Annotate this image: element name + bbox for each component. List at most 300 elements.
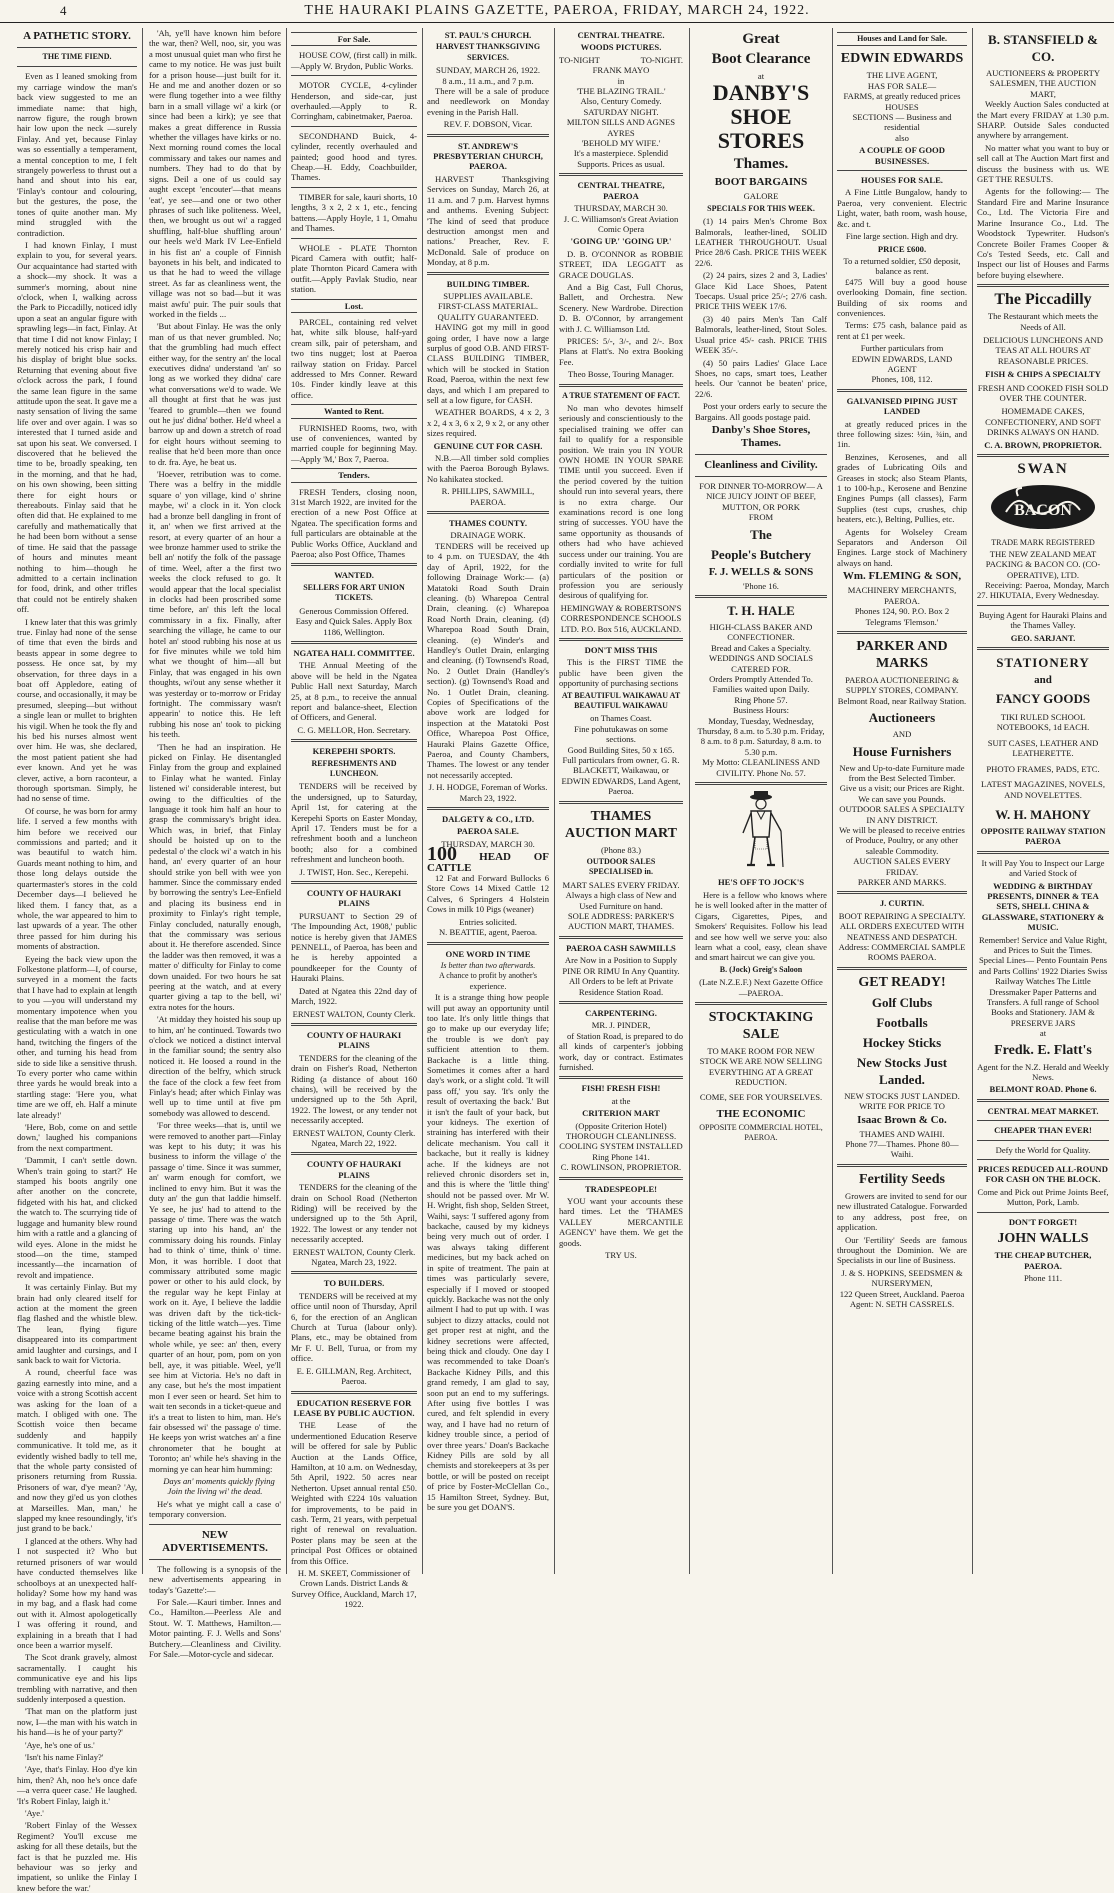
fertility-address: 122 Queen Street, Auckland. Paeroa Agent: N. SETH CASSRELS. [839, 1288, 965, 1309]
ngatea-head: NGATEA HALL COMMITTEE. [293, 647, 415, 658]
edwin-edwards-name: EDWIN EDWARDS [840, 51, 964, 67]
dont-miss-line: Fine pohutukawas on some sections. [574, 723, 668, 745]
column-1-pathetic-story [14, 28, 140, 1893]
divider [291, 1023, 417, 1026]
sawmills-line: All Orders to be left at Private Residence Station Road. [568, 976, 674, 997]
piccadilly-line: The Restaurant which meets the Needs of All. [987, 311, 1099, 332]
dinner-text: FOR DINNER TO-MORROW— A NICE JUICY JOINT OF BEEF, MUTTON, OR PORK [699, 480, 823, 512]
tender-notice: FRESH Tenders, closing noon, 31st March 1922, are invited for the erection of a new Post Office at Ngatea. The specification forms and full particulars are obtainable at the Public Works Office, Auckland and Paeroa; also Post Office, Thames [291, 486, 417, 560]
county-signature: ERNEST WALTON, County Clerk. Ngatea, March 23, 1922. [292, 1246, 416, 1268]
stocktaking-head: STOCKTAKING SALE [708, 1009, 814, 1042]
theatre-paeroa-cast: D. B. O'CONNOR as ROBBIE STREET, IDA LEGGATT as GRACE DOUGLAS. [559, 248, 683, 280]
specials-head: SPECIALS FOR THIS WEEK. [707, 203, 815, 213]
galvanised-body: Benzines, Kerosenes, and all grades of Lubricating Oils and Greases in stock; also Steam Plants, 1 to 100-h.p., Kerosene and Benzine Engines Pumps (all classes), Farm Supplies (test cups, crushes, chip heaters, etc.), Belting, Pullies, etc. [837, 451, 967, 525]
divider [977, 1212, 1109, 1213]
dont-forget-text: DON'T FORGET! [1008, 1216, 1078, 1227]
section-head-lost: Lost. [291, 299, 417, 313]
kerepehi-sub: REFRESHMENTS AND LUNCHEON. [311, 758, 397, 778]
column-rule [422, 28, 423, 1574]
divider [559, 1177, 683, 1180]
county-head: COUNTY OF HAURAKI PLAINS [306, 1029, 402, 1051]
dalgety-number: 100 [427, 843, 457, 866]
auction-mart-line: OUTDOOR SALES SPECIALISED in. [586, 857, 656, 877]
hale-line: Ring Phone 57. [734, 694, 788, 705]
classified-ad: SECONDHAND Buick, 4-cylinder, recently overhauled and painted; good hood and tyres. Cheap.—H. Eddy, Coachbuilder, Thames. [291, 130, 417, 183]
article-paragraph: Even as I leaned smoking from my carriage window the man's back view suggested to me an immediate name: that high, narrow figure, the rough brown hair low upon the neck —surely Finlay. And yet, because Finlay was so essentially a temperament, a mental conception to me, I felt strangely powerless to thrust out a hand and shout into his ear, 'Finlay's contour and colouring, but the gestures, the pose, the tones of quite another man. My mind struggled with the contradiction. [17, 71, 137, 238]
timber-notice: WEATHER BOARDS, 4 x 2, 3 x 2, 4 x 3, 6 x 2, 9 x 2, or any other sizes required. [427, 407, 549, 439]
kerepehi-head: KEREPEHI SPORTS. [312, 746, 396, 757]
great-text: Great [742, 31, 780, 47]
county-signature: ERNEST WALTON, County Clerk. [292, 1008, 416, 1019]
article-paragraph: A round, cheerful face was gazing earnestly into mine, and a voice with a strong Scottish accent was asking for the loan of a match. I obliged with one. The Scottish voice then became suddenly and happily communicative. It told me, as it evidently wished badly to tell me, that the whole party consisted of prisoners returning from Russia. Prisoners of war, d'ye mean? 'Ay, and now they gi'ed us yon clothes at Marseilles. Man, man,' he slapped my knee resoundingly, 'it's just grand to be back.' [17, 1367, 137, 1534]
fleming-name: Wm. FLEMING & SON, [842, 570, 962, 583]
classified-ad: HOUSE COW, (first call) in milk.—Apply W. Brydon, Public Works. [291, 50, 417, 71]
classified-ad: WHOLE - PLATE Thornton Picard Camera with outfit; half-plate Thornton Picard Camera with outfit.—Apply Pavlak Studio, near station. [291, 242, 417, 295]
the-text: The [750, 526, 772, 542]
galore-text: GALORE [743, 191, 779, 202]
nz-meat-name: THE NEW ZEALAND MEAT PACKING & BACON CO. (CO-OPERATIVE), LTD. [985, 548, 1101, 580]
new-ads-intro: The following is a synopsis of the new advertisements appearing in today's 'Gazette':— [149, 1563, 281, 1595]
stocktaking-see: COME, SEE FOR YOURSELVES. [699, 1091, 823, 1102]
column-4-notices [424, 28, 552, 1574]
article-paragraph: 'But about Finlay. He was the only man of us that never grumbled. No; that the grumbling had much effect either way, for the sentry an' the local executives didna' understand 'an' so long as we worked they didna' care what conversations we'd to wade. We all thought at first that he was just 'feared to grumble—then we found out he jus' didna' bother. He'd wheel a barrow up and down a stretch of road for eight hours without seeming to realise that he'd been more than once to dr. fra. Aye, he beat us. [149, 321, 281, 467]
theatre-film: 'BEHOLD MY WIFE.' [581, 138, 661, 149]
piccadilly-signature: C. A. BROWN, PROPRIETOR. [984, 439, 1102, 450]
article-paragraph: 'That man on the platform just now, I—the man with his watch in his hand—is he of your party?' [17, 1706, 137, 1738]
section-head-for-sale: For Sale. [291, 32, 417, 46]
column-rule [554, 28, 555, 1574]
article-paragraph: 'Aye, he's one of us.' [25, 1739, 95, 1750]
dalgety-list: 12 Fat and Forward Bullocks 6 Store Cows 14 Mixed Cattle 12 Calves, 6 Springers 4 Holstein Cows in milk 10 Pigs (weaner) [427, 873, 549, 915]
fish-opposite: (Opposite Criterion Hotel) [575, 1120, 667, 1131]
flatt-line: Special Lines— Pento Fountain Pens and Parts Collins' 1922 Diaries Swiss Railway Watches The Little Dressmaker Paper Patterns and Transfers. A full range of School Books and Stationery. JAM & PRESERVE JARS [978, 955, 1108, 1028]
classified-ad: MOTOR CYCLE, 4-cylinder Henderson, and side-car, just overhauled.—Apply to R. Corringham, cabinetmaker, Paeroa. [291, 80, 417, 122]
article-paragraph: The Scot drank gravely, almost sacramentally. I caught his communicative eye and his lips trembling with narrative, and then suddenly interposed a question. [17, 1652, 137, 1704]
new-ads-list: For Sale.—Kauri timber. Innes and Co., Hamilton.—Peerless Ale and Stout. W. T. Matthews, Hamilton.—Motor painting. F. J. Wells and Sons' Butchery.—Cleanliness and Civility. For Sale.—Motor-cycle and sidecar. [149, 1596, 281, 1659]
article-paragraph: 'Robert Finlay of the Wessex Regiment? You'll excuse me asking for all these details, but the fact is that he puzzled me. His behaviour was so jerky and impatient, so unlike the Finlay I knew before the war.' [17, 1820, 137, 1893]
st-andrews-notice: HARVEST Thanksgiving Services on Sunday, March 26, at 11 a.m. and 7 p.m. Harvest hymns and anthems. Evening Subject: 'The kind of seed that produce destruction amongst men and nations.' Preacher, Rev. F. McDonald. Sale of produce on Monday, at 8 p.m. [427, 173, 549, 268]
ee-line: THE LIVE AGENT, [866, 70, 938, 81]
stansfield-body: No matter what you want to buy or sell call at The Auction Mart first and discuss the business with us. WE GET THE RESULTS. [977, 142, 1109, 185]
timber-notice: HAVING got my mill in good going order, I have now a large surplus of good O.B. AND FIRST-CLASS BUILDING TIMBER, which will be stocked in Station Road, Paeroa, within the next few days, and which I am prepared to sell at a low figure, for CASH. [427, 322, 549, 405]
hale-line: Business Hours: [732, 705, 790, 716]
tradespeople-head: TRADESPEOPLE! [584, 1183, 658, 1194]
one-word-kicker: A chance to profit by another's experience. [438, 971, 538, 991]
hale-line: My Motto: CLEANLINESS AND CIVILITY. Phone No. 57. [702, 757, 820, 778]
house-listing: A Fine Little Bungalow, handy to Paeroa, very convenient. Electric Light, water, bath room, wash house, &c. and t. [837, 187, 967, 229]
divider [977, 454, 1109, 457]
divider [291, 563, 417, 566]
column-2-story-continued [146, 28, 284, 1659]
article-paragraph: 'Then he had an inspiration. He picked on Finlay. He disentangled Finlay from the group and explained to Finlay what he wanted. Finlay listened wi' considerable interest, but owing to the difficulties of the language it took him half an hour to grasp the commissary's bright idea. Which was, in brief, that Finlay should be hoisted up on to the pedestal o' the clock wi' a watch in his hand, an' every quarter of an hour should strike yon bell with wee yon hammer. Since the commissary ended by borrowing the sentry's Lee-Enfield and placing its business end in proximity to Finlay's right temple, Finlay concluded, naturally enough, that the commissary was serious about it. He therefore ascended. Since the ladder was then removed, it was a matter o' difficulty for Finlay to come down unaided. For two hours he sat peering at the watch, and at every quarter giving a tap to the bell, wi' extra notes for the hours. [149, 741, 281, 1012]
education-notice: THE Lease of the undermentioned Education Reserve will be offered for sale by Public Auction at the Lands Office, Hamilton, at 10 a.m. on Wednesday, 5th April, 1922. 50 acres near Netherton. Upset annual rental £50. Weighted with £224 10s valuation for improvements, to be paid in cash. Term, 21 years, with perpetual right of renewal on revaluation. Poster plans may be seen at the principal Post Offices or obtained from this Office. [291, 1420, 417, 1566]
article-paragraph: 'Dammit, I can't settle down. When's train going to start?' He stamped his boots angrily one after another on the concrete, fidgeted with his hat, and clicked the watch to. The scurrying tide of luggage and humanity blew round him with a rattle and a glancing of wild eyes. Alone in the midst he stood—on the time, stamped incessantly—the incarnation of revolt and impatience. [17, 1155, 137, 1280]
column-8-merchants [974, 28, 1112, 1574]
article-paragraph: 'At midday they hoisted his soup up to him, an' he continued. Towards two o'clock we noticed a distinct interval in the familiar sound; the sentry also noticed it. He loosed a round in the direction of the belfry, which struck the face of the clock a few feet from Finlay's head; after which Finlay was well up to time until at five pm somebody was allowed to descend. [149, 1014, 281, 1118]
wanted-line: Generous Commission Offered. Easy and Quick Sales. Apply Box 1186, Wellington. [295, 605, 413, 637]
hale-name: T. H. HALE [727, 602, 795, 618]
curtin-name: J. CURTIN. [879, 898, 925, 909]
dalgety-sub: PAEROA SALE. [457, 826, 519, 837]
theatre-also: Also, Century Comedy. [580, 96, 662, 107]
house-listing: Further particulars from [860, 343, 944, 354]
article-paragraph: 'Ah, ye'll have known him before the war, then? Well, noo, sir, you was a most unusual quiet man who first he came to my notice. He was just built for a prison house—just built for it. He and me and another dozen or so were flung together into a wee filthy barn in a small village wi' a kirk (or since had been a kirk); ye see that makes a great difference in Russia whether the villages have kirks or no. Next morning round comes the local commissary and takes our names and numbers. They had to do that by signs. Deil a one of us could say aught except 'encouter'—that means 'eat', ye see—and one or two other phrases of such like politeness. Weel, then, we brought us out wi' a ragged shuffling, half-blue shuffling aroun' our heels we'd Mark IV Lee-Enfield in his fist an' a couple of Finnish bayonets in his belt, and indicated to us that he had to weed the village street. As far as cleanliness went, the village was not so bad—but it was maist awfu' puir. The puir souls that worked in the fields ... [149, 28, 281, 319]
cleanliness-text: Cleanliness and Civility. [704, 458, 818, 471]
house-price: PRICE £600. [877, 243, 927, 254]
hale-line: Orders Promptly Attended To. [709, 674, 813, 684]
theatre-paeroa-title: 'GOING UP.' 'GOING UP.' [570, 236, 672, 247]
divider [695, 476, 827, 477]
divider [977, 1159, 1109, 1160]
pm-and: AND [892, 729, 912, 740]
wanted-line: SELLERS FOR ART UNION TICKETS. [303, 582, 405, 603]
stansfield-sub: AUCTIONEERS & PROPERTY SALESMEN, THE AUCTION MART, [985, 68, 1101, 99]
true-statement-head: A TRUE STATEMENT OF FACT. [562, 390, 680, 400]
theatre-paeroa-head: CENTRAL THEATRE, PAEROA [577, 180, 665, 201]
divider [559, 638, 683, 641]
theatre-tonight-row [559, 55, 683, 65]
column-7-agents [834, 28, 970, 1574]
houses-land-head: Houses and Land for Sale. [837, 32, 967, 46]
dalgety-big: HEAD OF CATTLE [427, 851, 549, 874]
divider [427, 807, 549, 810]
theatre-paeroa-prices: PRICES: 5/-, 3/-, and 2/-. Box Plans at Flatt's. No extra Booking Fee. [559, 335, 683, 367]
ee-line: SECTIONS — Business and residential [852, 112, 952, 133]
divider [17, 66, 137, 67]
stansfield-body: Agents for the following:— The Standard Fire and Marine Insurance Co., Ltd. The Victoria Fire and Marine Insurance Co., Ltd. The Woodstock Typewriter. Hudson's Concrete Boiler Frames Cooper & Co's Tested Seeds, etc. Call and Inspect our list of Houses and Farms before buying elsewhere. [977, 186, 1109, 280]
auction-mart-line: MART SALES EVERY FRIDAY. Always a high class of New and Used Furniture on hand. [562, 879, 680, 911]
auction-mart-phone: (Phone 83.) [600, 844, 642, 855]
swan-text: SWAN [1017, 461, 1069, 477]
column-rule [689, 28, 690, 1574]
kerepehi-signature: J. TWIST, Hon. Sec., Kerepehi. [299, 866, 409, 877]
divider [977, 851, 1109, 854]
fertility-signature: J. & S. HOPKINS, SEEDSMEN & NURSERYMEN, [841, 1267, 963, 1289]
county-date: Dated at Ngatea this 22nd day of March, 1922. [291, 985, 417, 1007]
parker-marks-name: PARKER AND MARKS [856, 638, 948, 671]
column-rule [286, 28, 287, 1574]
dont-miss-coast: on Thames Coast. [590, 713, 652, 724]
get-ready-text: GET READY! [858, 974, 946, 990]
wells-and-sons-text: F. J. WELLS & SONS [708, 565, 814, 578]
st-pauls-date: SUNDAY, MARCH 26, 1922. [435, 65, 541, 76]
pm-line: New and Up-to-date Furniture made from the Best Selected Timber. [839, 762, 965, 783]
st-andrews-head: ST. ANDREW'S PRESBYTERIAN CHURCH, PAEROA. [433, 140, 543, 172]
receiving-text: Receiving: Paeroa, Monday, March 27. HIKUTAIA, Every Wednesday. [977, 580, 1109, 601]
meat-market-line: CHEAPER THAN EVER! [994, 1125, 1092, 1136]
st-pauls-times: 8 a.m., 11 a.m., and 7 p.m. [442, 75, 534, 86]
house-listing: Fine large section. High and dry. [845, 231, 959, 242]
article-paragraph: 'Isn't his name Finlay?' [25, 1752, 104, 1762]
dont-miss-line: Full particulars from owner, G. R. BLACKETT, Waikawau, or EDWIN EDWARDS, Land Agent, Paeroa. [561, 755, 681, 797]
dalgety-head: DALGETY & CO., LTD. [441, 814, 534, 825]
fish-signature: C. ROWLINSON, PROPRIETOR. [560, 1162, 682, 1173]
peoples-butchery-text: People's Butchery [710, 546, 811, 562]
divider [291, 1391, 417, 1394]
fertility-body: Our 'Fertility' Seeds are famous throughout the Dominion. We are Specialists in our line of Business. [837, 1234, 967, 1266]
economic-name: THE ECONOMIC [716, 1107, 806, 1120]
dalgety-date: THURSDAY, MARCH 30. [441, 838, 535, 849]
thames-county-head: THAMES COUNTY. [449, 518, 527, 529]
theatre-paeroa-signature: Theo Bosse, Touring Manager. [568, 369, 674, 380]
meat-market-line: Come and Pick out Prime Joints Beef, Mutton, Pork, Lamb. [977, 1186, 1109, 1208]
bacon-text: BACON [1014, 502, 1072, 520]
builders-head: TO BUILDERS. [323, 1278, 385, 1289]
trade-mark-text: TRADE MARK REGISTERED [991, 538, 1095, 548]
wells-phone: 'Phone 16. [743, 580, 779, 591]
section-head-tenders: Tenders. [291, 468, 417, 482]
jocks-body: Here is a fellow who knows where he is well looked after in the matter of Cigars, Cigarettes, Pipes, and Smokers' Requisites. Follow his lead and see how well we serve you: also learn what a cool, easy, clean shave and smart haircut we can give you. [695, 889, 827, 963]
flatt-at: at [1039, 1028, 1047, 1039]
isaac-brown-sub: THAMES AND WAIHI. [859, 1128, 945, 1139]
write-for-price: WRITE FOR PRICE TO [859, 1101, 945, 1112]
builders-signature: E. E. GILLMAN, Reg. Architect, Paeroa. [296, 1365, 412, 1387]
column-3-classifieds [288, 28, 420, 1610]
pm-line: OUTDOOR SALES A SPECIALTY IN ANY DISTRICT. [839, 804, 965, 825]
divider [695, 1002, 827, 1005]
divider [837, 631, 967, 634]
flatt-line: It will Pay You to Inspect our Large and Varied Stock of [981, 857, 1105, 879]
column-rule [972, 28, 973, 1574]
timber-signature: R. PHILLIPS, SAWMILL, PAEROA. [441, 486, 535, 507]
divider [695, 454, 827, 455]
piccadilly-line: FISH & CHIPS A SPECIALTY [985, 369, 1101, 380]
education-head: EDUCATION RESERVE FOR LEASE BY PUBLIC AUCTION. [293, 1397, 415, 1418]
ee-line: also [895, 132, 909, 143]
dont-miss-location: AT BEAUTIFUL WAIKAWAU AT BEAUTIFUL WAIKAWAU [561, 690, 681, 710]
house-furnishers-text: House Furnishers [852, 743, 952, 759]
piccadilly-line: FRESH AND COOKED FISH SOLD OVER THE COUNTER. [977, 382, 1109, 403]
flatt-line: WEDDING & BIRTHDAY PRESENTS, DINNER & TEA SETS, SHELL CHINA & GLASSWARE, STATIONERY & MUSIC. [981, 880, 1105, 933]
ee-line: HOUSES [885, 101, 919, 112]
true-statement-signature: HEMINGWAY & ROBERTSON'S CORRESPONDENCE SCHOOLS LTD. P.O. Box 516, AUCKLAND. [560, 602, 682, 634]
stationery-line: SUIT CASES, LEATHER AND LEATHERETTE. [987, 737, 1099, 759]
hale-line: WEDDINGS AND SOCIALS CATERED FOR. [708, 653, 814, 674]
dalgety-entries: Entries solicited. [459, 916, 517, 927]
divider [17, 47, 137, 48]
article-paragraph: 'Aye.' [25, 1808, 44, 1819]
st-pauls-head: ST. PAUL'S CHURCH. [444, 30, 532, 40]
article-paragraph: I had known Finlay, I must explain to you, for several years. Our acquaintance had started with a shock—my shock. It was a summer's morning, about nine o'clock, when I, walking across the Park to Piccadilly, noticed idly upon a seat an angular figure with sprawling legs—in fact, Finlay. At that time I did not know Finlay; I merely noticed his crisp hair and his display of bright blue socks. Returning that evening about five o'clock across the park, I found the same lean figure in the same attitude upon the seat. It gave me a nasty sensation of living the same life over and over again. I was so interested that I turned aside and sat upon his seat. We conversed. I discovered that he believed the time to be, broadly speaking, ten in the morning, and that he had, on his own showing, been sitting there for eight hours or thereabouts. Finlay said that he often did that. He explained to me carefully and mathematically that he had been born without a sense of time. He said that the passage of hours and minutes meant nothing to him—though he admitted to a certain inclination for food, drink, and other trifles that could not be entirely shaken off. [17, 239, 137, 615]
dalgety-signature: N. BEATTIE, agent, Paeroa. [438, 927, 538, 938]
one-word-head: ONE WORD IN TIME [445, 948, 531, 959]
divider [977, 1140, 1109, 1141]
divider [291, 187, 417, 188]
hale-line: HIGH-CLASS BAKER AND CONFECTIONER. [709, 621, 813, 643]
article-paragraph: 'Aye, that's Finlay. Hoo d'ye kin him, then? Ah, noo he's once dafe —a verra queer case.' He laughed. 'It's Robert Finlay, laigh it.' [17, 1764, 137, 1806]
economic-sub: OPPOSITE COMMERCIAL HOTEL, PAEROA. [699, 1122, 823, 1143]
carpentering-body: of Station Road, is prepared to do all kinds of carpenter's jobbing work, day or contract. Estimates furnished. [559, 1030, 683, 1072]
timber-notice: N.B.—All timber sold complies with the Paeroa Borough Bylaws. No kahikatea stocked. [427, 453, 549, 484]
fish-line: COOLING SYSTEM INSTALLED [559, 1141, 683, 1152]
article-paragraph: 'Here, Bob, come on and settle down,' laughed his companions from the next compartment. [17, 1122, 137, 1153]
divider [837, 891, 967, 894]
divider [149, 1524, 281, 1525]
divider [559, 173, 683, 176]
jocks-head: HE'S OFF TO JOCK'S [717, 877, 805, 888]
divider [291, 1271, 417, 1274]
danbys-shoe-stores-text: DANBY'S SHOE STORES [712, 80, 810, 154]
theatre-film: 'THE BLAZING TRAIL.' [576, 86, 666, 97]
stationery-text: STATIONERY [996, 655, 1090, 671]
tradespeople-signature: TRY US. [605, 1250, 637, 1261]
section-head-wanted-to-rent: Wanted to Rent. [291, 404, 417, 418]
gentleman-icon [731, 789, 791, 871]
theatre-saturday: SATURDAY NIGHT. [583, 106, 659, 117]
article-title: A PATHETIC STORY. [23, 30, 131, 42]
fleming-phone: Phones 124, 90. P.O. Box 2 Telegrams 'Flemson.' [854, 606, 950, 627]
special-item: (3) 40 pairs Men's Tan Calf Balmorals, leather-lined, Stout Soles. Usual price 45/- cash. PRICE THIS WEEK 35/-. [695, 313, 827, 356]
piccadilly-name: The Piccadilly [994, 291, 1092, 309]
divider [291, 641, 417, 644]
fish-line: THOROUGH CLEANLINESS. [565, 1130, 677, 1141]
house-listing: £475 Will buy a good house overlooking Domain, fine section. Building of six rooms and conveniences. [837, 276, 967, 318]
timber-line: GENUINE CUT FOR CASH. [433, 440, 543, 451]
curtin-line: ALL ORDERS EXECUTED WITH NEATNESS AND DESPATCH. [839, 921, 965, 942]
article-paragraph: 'Hoever, retribution was to come. There was a belfry in the middle square o' yon village, kind o' shrine maybe, wi' a clock in it. Yon clock had a bronze bell dangling in front of it, an' when we first arrived at the resort, at every quarter of an hour a wee bronze hammer used to strike the bell an' notify the folk of the passage of time. Weel, after a the first two weeks the clock refused to go. It would appear that the local specialist in clocks had been proscribed some time before, an' this left the local commissary in a fix. Finally, after searching the village, he came to our hotel an' stood rubbing his nose at us for five minutes while we told him what we thought of him—all but Finlay, that was engaged in his own thoughts, wi'out any sense whether it was yesterday or to-morrow or Friday fortnight. The commissary wasn't appearin' to notice this. He left rubbing his nose an' took to picking his teeth. [149, 469, 281, 740]
article-paragraph: I knew later that this was grimly true. Finlay had none of the sense of time that even the birds and beasts appear in some degree to possess. He once sat, by my observation, for three days in a boat off Appledore, eating of course, and occasionally, it may be presumed, sleeping—but without a single lean or mullet to brighten his vigil. When he took the fly and his bed his nurses almost went over him. He was, she declared, the most patient patient she had ever known. And yet he was clever, active, a born raconteur, a thorough sportsman. Simply, he had no sense of time. [17, 616, 137, 804]
divider [427, 272, 549, 275]
carpentering-head: CARPENTERING. [585, 1007, 657, 1018]
timber-line: FIRST-CLASS MATERIAL. QUALITY GUARANTEED. [437, 301, 539, 322]
at-text: at [757, 71, 765, 81]
divider [149, 1559, 281, 1560]
theatre-head: CENTRAL THEATRE. [577, 30, 665, 40]
ee-line: A COUPLE OF GOOD BUSINESSES. [859, 145, 945, 166]
column-rule [832, 28, 833, 1574]
fish-at: at the [611, 1095, 631, 1106]
theatre-star: FRANK MAYO [592, 65, 650, 76]
kerepehi-notice: TENDERS will be received by the undersigned, up to Saturday, April 1st, for catering at the Kerepehi Sports on Easter Monday, April 17. Tenders must be for a refreshment booth and a luncheon booth; also for a combined refreshment and luncheon booth. [291, 781, 417, 865]
flatt-name: Fredk. E. Flatt's [994, 1042, 1092, 1058]
new-stocks-text: New Stocks Just Landed. [856, 1054, 948, 1087]
divider [559, 384, 683, 387]
county-head: COUNTY OF HAURAKI PLAINS [306, 1159, 402, 1180]
auction-mart-head: THAMES AUCTION MART [565, 808, 677, 841]
one-word-sub: Is better than two afterwards. [440, 960, 536, 970]
article-paragraph: I glanced at the others. Why had I not suspected it? Who but returned prisoners of war would have conducted themselves like schoolboys at an unexpected half-holiday? Some how my hand was in my bag, and a flask had come out with it. Almost apologetically I was offering it round, and explaining in a breath that I had once been a warrior myself. [17, 1535, 137, 1650]
ngatea-notice: THE Annual Meeting of the above will be held in the Ngatea Public Hall next Saturday, March 25, at 8 p.m., to receive the annual report and balance-sheet, Election of Officers, and General. [291, 660, 417, 723]
pm-line: We will be pleased to receive entries of Produce, Poultry, or any other saleable Commodity. [839, 824, 965, 856]
theatre-tonight: TO-NIGHT. [640, 54, 683, 65]
footballs-text: Footballs [876, 1014, 928, 1030]
county-notice: TENDERS for the cleaning of the drain on Fisher's Road, Netherton Riding (a distance of about 160 chains), will be received by the undersigned up to the 5th April, 1922. The lowest, or any tender not necessarily accepted. [291, 1052, 417, 1126]
stationery-line: PHOTO FRAMES, PADS, ETC. [986, 763, 1100, 774]
tradespeople-body: YOU want your accounts these hard times. Let the 'THAMES VALLEY MERCANTILE AGENCY' have them. We get the goods. [559, 1196, 683, 1248]
john-walls-sub: THE CHEAP BUTCHER, PAEROA. [994, 1250, 1092, 1271]
article-paragraph: 'For three weeks—that is, until we were removed to another part—Finlay was kept to his duty; it was his business to inform the village o' the passage o' time. Since it was summer, an' warm enough for comfort, we inclined to envy him. But it was the duty an' the gun that laddie himself. Ye see, he jus' had to attend to the passage o' time. There was the watch staring up into his hand, an' the commissary doing his rounds. Finlay had to think o' time, think o' time. Mon, it was horrible. I doot that commissary attributed some magic power or other to his auld clock, by the regular way he kept Finlay at work on it. Aye, I believe the laddie was driven daft by the tick-tick-ticking of the little watch—yes. Time became beating against his brain the whole while, ye see: an' then, every quarter of an hour, pom, pom on yon bell, aye, it was pitiable. Weel, ye'll see him at Victoria. He's no daft in any case, but he's the most impatient mon I ever seen or heard. Set him to wait ten seconds in a ticket-queue and it's a treat to listen to him, man. He's fair obsessed wi' the passage o' time. He keeps yon wrist watches an' a fine chronometer that he bought at Toronto; an' while he's shaving in the morning ye can hear him humming: [149, 1120, 281, 1474]
pm-line: AUCTION SALES EVERY FRIDAY. [853, 856, 951, 877]
pm-signature: PARKER AND MARKS. [857, 877, 947, 887]
piccadilly-line: HOMEMADE CAKES, CONFECTIONERY, AND SOFT DRINKS ALWAYS ON HAND. [985, 406, 1101, 438]
rent-notice: FURNISHED Rooms, two, with use of conveniences, wanted by married couple for beginning May.—Apply 'M,' Box 7, Paeroa. [291, 422, 417, 464]
mahony-sub: OPPOSITE RAILWAY STATION PAEROA [980, 825, 1106, 847]
flatt-line: Agent for the N.Z. Herald and Weekly News. [977, 1061, 1109, 1083]
stationery-line: TIKI RULED SCHOOL NOTEBOOKS, 1d EACH. [996, 712, 1090, 733]
fish-phone: Ring Phone 141. [592, 1151, 650, 1162]
thames-county-notice: TENDERS will be received up to 4 p.m. on TUESDAY, the 4th day of April, 1922, for the following Drainage Work:— (a) Matatoki Road South Drain cleaning. (b) Wharepoa Central Drain, cleaning. (c) Wharepoa Road North Drain, cleaning. (d) Wharepoa Road South Drain, cleaning. (e) Winder's and Handley's Outlet Drain, enlarging and cleaning. (f) Townsend's Road, No. 2 Outlet Drain (Handley's section). (g) Townsend's Road and No. 1 Outlet Drain, cleaning. Copies of Specifications of the above work are lodged for inspection at the Matatoki Post Office, Wharepoa Post Office, Hauraki Plains Gazette Office, Paeroa, and County Chambers, Thames. The lowest or any tender not necessarily accepted. [427, 540, 549, 780]
buying-signature: GEO. SARJANT. [1010, 632, 1076, 643]
timber-line: SUPPLIES AVAILABLE. [443, 290, 533, 301]
fancy-goods-text: FANCY GOODS [995, 691, 1091, 707]
column-6-display-ads [692, 28, 830, 1574]
divider [695, 595, 827, 598]
divider [559, 801, 683, 804]
thames-county-signature: J. H. HODGE, Foreman of Works. March 23, 1922. [428, 782, 548, 803]
from-text: FROM [748, 512, 774, 523]
houses-for-sale-head: HOUSES FOR SALE. [861, 175, 943, 186]
county-signature: ERNEST WALTON, County Clerk. Ngatea, March 22, 1922. [292, 1127, 416, 1148]
wanted-head: WANTED. [334, 570, 374, 581]
carpentering-name: MR. J. PINDER, [591, 1020, 651, 1031]
stansfield-body: Weekly Auction Sales conducted at the Mart every FRIDAY at 1.30 p.m. SHARP. Outside Sales conducted anywhere by arrangement. [977, 99, 1109, 141]
theatre-paeroa-body: And a Big Cast, Full Chorus, Ballett, and Orchestra. New Scenery. New Wardrobe. Direction D. B. O'Connor, by arrangement with J. C. Williamson Ltd. [559, 281, 683, 334]
danbys-footer: Danby's Shoe Stores, Thames. [711, 423, 811, 449]
stationery-line: LATEST MAGAZINES, NOVELS, AND NOVELETTES. [981, 779, 1105, 800]
fish-head: FISH! FRESH FISH! [581, 1083, 661, 1094]
dont-miss-line: Good Building Sites, 50 x 165. [567, 744, 675, 755]
divider [837, 170, 967, 171]
fertility-body: Growers are invited to send for our new illustrated Catalogue. Forwarded to any address, post free, on application. [837, 1190, 967, 1233]
divider [291, 881, 417, 884]
meat-market-line: PRICES REDUCED ALL-ROUND FOR CASH ON THE BLOCK. [978, 1164, 1108, 1185]
masthead [0, 0, 1114, 23]
new-ads-title: NEW ADVERTISEMENTS. [162, 1528, 268, 1554]
house-listing: Phones, 108, 112. [871, 374, 933, 385]
divider [977, 647, 1109, 650]
sawmills-head: PAEROA CASH SAWMILLS [566, 942, 676, 953]
john-walls-name: JOHN WALLS [997, 1231, 1089, 1247]
education-signature: H. M. SKEET, Commissioner of Crown Lands. District Lands & Survey Office, Auckland, March 17, 1922. [291, 1568, 417, 1610]
specials-footer: Post your orders early to secure the Bargains. All goods postage paid. [695, 401, 827, 422]
mahony-name: W. H. MAHONY [995, 806, 1091, 822]
st-pauls-signature: REV. F. DOBSON, Vicar. [443, 119, 533, 130]
sawmills-line: Are Now in a Position to Supply PINE OR RIMU In Any Quantity. [562, 955, 680, 976]
dont-miss-head: DON'T MISS THIS [584, 644, 658, 655]
jocks-name: B. (Jock) Greig's Saloon [719, 964, 803, 974]
article-paragraph: It was certainly Finlay. But my brain had only cleared itself for action at the moment the green flag flashed and the whistle blew. The lean, flying figure disappeared into its compartment amid laughter and cursings, and I sank back to wait for Victoria. [17, 1282, 137, 1365]
timber-head: BUILDING TIMBER. [446, 278, 530, 289]
divider [695, 782, 827, 785]
isaac-brown-name: Isaac Brown & Co. [857, 1113, 947, 1126]
divider [291, 75, 417, 76]
fleming-sub: MACHINERY MERCHANTS, PAEROA. [847, 585, 957, 606]
one-word-body: It is a strange thing how people will put away an opportunity until too late. It's only little things that go to make up our everyday life; the trouble is we don't pay sufficient attention to them. Backache is a little thing. Sometimes it comes after a hard day's work, or a slight cold. 'It will pass off,' you say. 'It's only the result of overtaxing the back.' But it isn't the fault of your back, but your kidneys. The exertion of straining has interfered with their delicate mechanism. You call it backache, but it really is kidney ache. If the kidneys are not relieved chronic disorders set in, and this is where the 'little thing' should not be passed over. Mr W. H. Wright, fish shop, Selden Street, Waihi, says: 'I suffered agony from backache, caused by my kidneys being very much out of order. I was always taking different medicines, but my back ached on in spite of treatment. The pain at times was particularly severe, especially if I moved or stooped quickly. Backache was not the only ailment I had to put up with. I was subject to dizzy attacks, could not get proper rest at night, and the kidney secretions were affected, being thick and cloudy. One day I was recommended to take Doan's Backache Kidney Pills, and this grand remedy, I am glad to say, soon put an end to my sufferings. After using five bottles I was cured, and felt splendid in every way, and I have had no return of kidney trouble since, a period of over three years.' Doan's Backache Kidney Pills are sold by all chemists and storekeepers at 3s per bottle, or will be posted on receipt of price by Foster-McClellan Co., 15 Hamilton Street, Sydney. But, be sure you get DOAN'S. [427, 992, 549, 1513]
lost-notice: PARCEL, containing red velvet hat, white silk blouse, half-yard cream silk, pair of petersham, and two tins nugget; lost at Paeroa railway station on Friday. Parcel addressed to Mrs Conner. Reward 10s. Finder kindly leave at this office. [291, 316, 417, 400]
thames-county-sub: DRAINAGE WORK. [450, 530, 526, 541]
divider [427, 511, 549, 514]
golf-clubs-text: Golf Clubs [871, 994, 933, 1010]
divider [837, 967, 967, 970]
galvanised-body: Agents for Wolseley Cream Separators and Anderson Oil Engines. Large stock of Machinery always on hand. [837, 526, 967, 568]
st-pauls-sub: HARVEST THANKSGIVING SERVICES. [435, 42, 541, 62]
divider [559, 1076, 683, 1079]
house-listing: EDWIN EDWARDS, LAND AGENT [851, 353, 953, 374]
flatt-address: BELMONT ROAD. Phone 6. [989, 1084, 1097, 1095]
fish-mart: CRITERION MART [582, 1108, 660, 1119]
theatre-paeroa-company: J. C. Williamson's Great Aviation Comic Opera [563, 213, 679, 234]
flatt-line: Remember! Service and Value Right, and Prices to Suit the Times. [979, 934, 1107, 955]
house-listing: To a returned soldier, £50 deposit, balance as rent. [843, 255, 961, 277]
and-text: and [1034, 674, 1052, 687]
curtin-address: Address: COMMERCIAL SAMPLE ROOMS PAEROA. [838, 942, 966, 963]
dont-miss-body: This is the FIRST TIME the public have been given the opportunity of purchasing sections [559, 657, 683, 689]
hale-line: Families waited upon Daily. [712, 684, 810, 695]
curtin-line: BOOT REPAIRING A SPECIALTY. [838, 910, 966, 921]
true-statement-body: No man who devotes himself seriously and conscientiously to the specialised training we offer can fail to qualify for a responsible position. We train you IN YOUR OWN HOME IN YOUR SPARE TIME until you succeed. Even if the period covered by the tuition should run into several years, there is no extra charge. Our examinations record is one long string of successes. YOU have the same opportunity as thousands of others had who have achieved success under our training. You are cordially invited to write for full particulars of the position or profession you are seriously desirous of qualifying for. [559, 403, 683, 601]
stocktaking-body: TO MAKE ROOM FOR NEW STOCK WE ARE NOW SELLING EVERYTHING AT A GREAT REDUCTION. [699, 1045, 823, 1088]
builders-notice: TENDERS will be received at my office until noon of Thursday, April 6, for the erection of an Anglican Church at Turua (labour only). Plans, etc., may be obtained from Mr F. U. Bell, Turua, or from my office. [291, 1290, 417, 1364]
